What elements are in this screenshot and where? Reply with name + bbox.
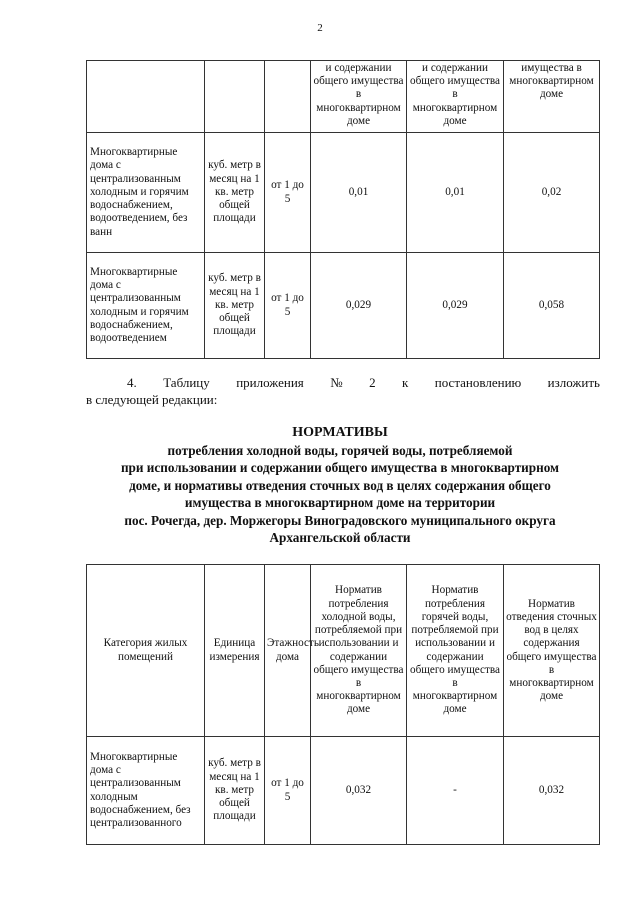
unit-cell: куб. метр в месяц на 1 кв. метр общей площади [205, 253, 265, 359]
header-unit: Единица измерения [205, 565, 265, 737]
wastewater-value: 0,058 [504, 253, 600, 359]
floors-cell: от 1 до 5 [265, 253, 311, 359]
paragraph-word: к [402, 375, 409, 390]
paragraph-word: 2 [369, 375, 376, 390]
hot-water-value: 0,029 [407, 253, 504, 359]
header-category: Категория жилых помещений [87, 565, 205, 737]
header-cell [87, 61, 205, 133]
unit-cell: куб. метр в месяц на 1 кв. метр общей площади [205, 737, 265, 845]
table-row [87, 737, 600, 845]
floors-cell: от 1 до 5 [265, 133, 311, 253]
hot-water-value: - [407, 737, 504, 845]
wastewater-value: 0,032 [504, 737, 600, 845]
heading-line: имущества в многоквартирном доме на территории [184, 495, 496, 510]
paragraph-word: № [330, 375, 343, 390]
paragraph-word: Таблицу [163, 375, 210, 390]
cold-water-value: 0,029 [311, 253, 407, 359]
header-cell [205, 61, 265, 133]
table-row [87, 133, 600, 253]
paragraph-line-1 [86, 374, 600, 391]
paragraph-word: 4. [127, 375, 137, 390]
heading-line: доме, и нормативы отведения сточных вод в целях содержания общего [129, 477, 551, 493]
paragraph-word: изложить [547, 375, 600, 390]
table-row [87, 253, 600, 359]
heading-line: при использовании и содержании общего имущества в многоквартирном [120, 460, 560, 475]
table-header-row-continued [87, 61, 600, 133]
header-hot-water: Норматив потребления горячей воды, потребляемой при использовании и содержании общего имущества в многоквартирном доме [407, 565, 504, 737]
page-number: 2 [317, 22, 323, 34]
wastewater-value: 0,02 [504, 133, 600, 253]
cold-water-value: 0,01 [311, 133, 407, 253]
hot-water-value: 0,01 [407, 133, 504, 253]
header-wastewater: Норматив отведения сточных вод в целях содержания общего имущества в многоквартирном доме [504, 565, 600, 737]
category-cell: Многоквартирные дома с централизованным холодным и горячим водоснабжением, водоотведением [87, 253, 205, 359]
heading-line: Архангельской области [269, 530, 411, 545]
header-cell-cold-water: и содержании общего имущества в многоквартирном доме [311, 61, 407, 133]
normatives-heading [70, 424, 610, 547]
paragraph-line-2: в следующей редакции: [86, 392, 218, 407]
unit-cell: куб. метр в месяц на 1 кв. метр общей площади [205, 133, 265, 253]
cold-water-value: 0,032 [311, 737, 407, 845]
header-cell-wastewater: имущества в многоквартирном доме [504, 61, 600, 133]
paragraph-word: постановлению [434, 375, 522, 390]
floors-cell: от 1 до 5 [265, 737, 311, 845]
norms-table [86, 564, 600, 845]
norms-table-continued [86, 60, 600, 359]
category-cell: Многоквартирные дома с централизованным холодным водоснабжением, без централизованного [87, 737, 205, 845]
category-cell: Многоквартирные дома с централизованным холодным и горячим водоснабжением, водоотведением, без ванн [87, 133, 205, 253]
amendment-paragraph [86, 374, 600, 408]
header-cell-hot-water: и содержании общего имущества в многоквартирном доме [407, 61, 504, 133]
heading-title: НОРМАТИВЫ [292, 425, 388, 440]
table-header-row [87, 565, 600, 737]
heading-line: потребления холодной воды, горячей воды, потребляемой [167, 442, 513, 458]
heading-line: пос. Рочегда, дер. Моржегоры Виноградовского муниципального округа [124, 512, 556, 528]
paragraph-word: приложения [236, 375, 304, 390]
header-cell [265, 61, 311, 133]
header-floors: Этажность дома [265, 565, 311, 737]
header-cold-water: Норматив потребления холодной воды, потребляемой при использовании и содержании общего имущества в многоквартирном доме [311, 565, 407, 737]
